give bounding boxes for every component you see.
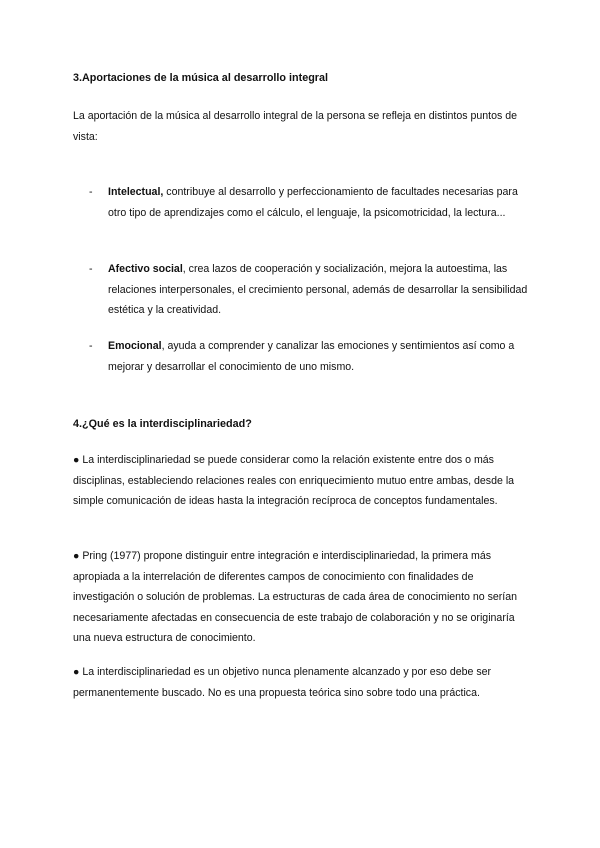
section-3-heading: 3.Aportaciones de la música al desarrollo integral — [73, 72, 329, 84]
list-item-text — [108, 336, 534, 377]
section-4-paragraph-3: ● La interdisciplinariedad es un objetivo nunca plenamente alcanzado y por eso debe ser permanentemente buscado. No es una propuesta teórica sino sobre todo una práctica. — [73, 666, 492, 699]
list-marker: - — [89, 263, 93, 275]
list-item-text — [108, 259, 534, 321]
list-marker: - — [89, 186, 93, 198]
list-item-description: , crea lazos de cooperación y socialización, mejora la autoestima, las relaciones interpersonales, el crecimiento personal, además de desarrollar la sensibilidad estética y la creatividad. — [108, 263, 528, 316]
list-item-emocional — [89, 336, 534, 377]
list-item-term: Intelectual, — [108, 186, 164, 198]
list-item-intelectual — [89, 182, 534, 223]
list-item-term: Emocional — [108, 340, 162, 352]
section-4-paragraph-1: ● La interdisciplinariedad se puede considerar como la relación existente entre dos o más disciplinas, estableciendo relaciones reales con enriquecimiento mutuo entre ambas, desde la simple comunicación de ideas hasta la integración recíproca de conceptos fundamentales. — [73, 454, 515, 507]
list-marker: - — [89, 340, 93, 352]
list-item-afectivo-social — [89, 259, 534, 321]
list-item-text — [108, 182, 534, 223]
section-4-heading: 4.¿Qué es la interdisciplinariedad? — [73, 418, 252, 430]
section-3-intro: La aportación de la música al desarrollo integral de la persona se refleja en distintos puntos de vista: — [73, 110, 518, 143]
section-4-paragraph-2: ● Pring (1977) propone distinguir entre integración e interdisciplinariedad, la primera más apropiada a la interrelación de diferentes campos de conocimiento con finalidades de investigación o solución de problemas. La estructuras de cada área de conocimiento no serían necesariamente afectadas en consecuencia de este trabajo de colaboración y no se originaría una nueva estructura de conocimiento. — [73, 550, 518, 644]
list-item-description: contribuye al desarrollo y perfeccionamiento de facultades necesarias para otro tipo de aprendizajes como el cálculo, el lenguaje, la psicomotricidad, la lectura... — [108, 186, 518, 219]
list-item-term: Afectivo social — [108, 263, 183, 275]
list-item-description: , ayuda a comprender y canalizar las emociones y sentimientos así como a mejorar y desarrollar el conocimiento de uno mismo. — [108, 340, 515, 373]
